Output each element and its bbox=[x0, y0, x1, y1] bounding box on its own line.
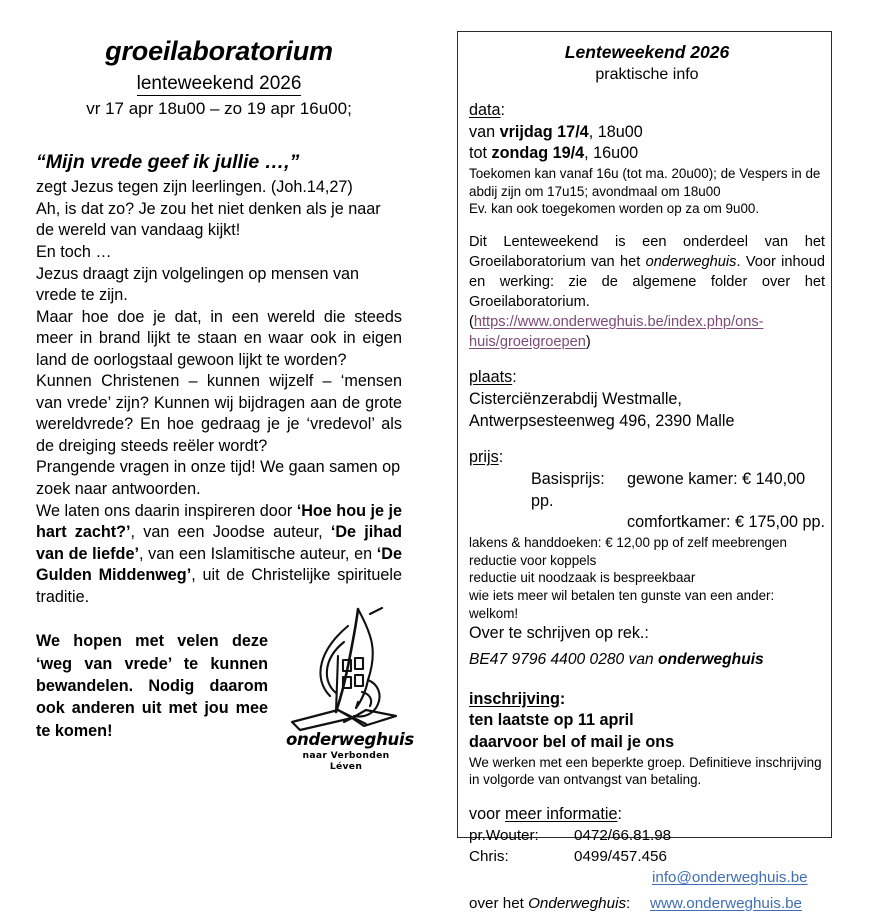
section-heading-inschrijving-colon: : bbox=[559, 689, 566, 708]
section-heading-inschrijving bbox=[469, 689, 825, 711]
website-label-pre: over het bbox=[469, 894, 529, 912]
inspiration-paragraph bbox=[36, 501, 402, 609]
contact-name-chris: Chris: bbox=[469, 847, 509, 865]
practical-info-panel bbox=[457, 31, 832, 912]
registration-contact-note bbox=[469, 732, 825, 754]
logo-tagline: naar Verbonden Léven bbox=[302, 750, 390, 772]
website-label-italic: Onderweghuis bbox=[528, 894, 627, 912]
data-note-2: Ev. kan ook toegekomen worden op za om 9u00. bbox=[469, 201, 760, 217]
contact-phone-chris: 0499/457.456 bbox=[574, 847, 667, 865]
section-heading-info bbox=[469, 804, 825, 826]
intro-paragraph bbox=[469, 233, 825, 312]
price-note-hardship: reductie uit noodzaak is bespreekbaar bbox=[469, 570, 696, 586]
website-label bbox=[469, 893, 650, 914]
closing-invitation: We hopen met velen deze ‘weg van vrede’ te kunnen bewandelen. Nodig daarom ook anderen uit met jou mee te komen! bbox=[36, 632, 268, 740]
page-subtitle-text: lenteweekend 2026 bbox=[136, 73, 302, 95]
body-paragraph-5: Kunnen Christenen – kunnen wijzelf – ‘mensen van vrede’ zijn? Kunnen wij bijdragen aan de grote wereldvrede? En hoe gedraag je je ‘vredevol’ als de dreiging steeds reëler wordt? bbox=[36, 372, 402, 455]
venue-address: Antwerpsesteenweg 496, 2390 Malle bbox=[469, 411, 735, 430]
section-heading-data bbox=[469, 100, 825, 122]
body-paragraph-2: En toch … bbox=[36, 242, 112, 261]
section-heading-prijs-text: prijs bbox=[469, 448, 499, 467]
body-paragraph-1: Ah, is dat zo? Je zou het niet denken als je naar de wereld van vandaag kijkt! bbox=[36, 199, 381, 240]
data-start-pre: van bbox=[469, 122, 500, 141]
data-note-1: Toekomen kan vanaf 16u (tot ma. 20u00); de Vespers in de abdij zijn om 17u15; avondmaal om 18u00 bbox=[469, 165, 821, 199]
email-link[interactable]: info@onderweghuis.be bbox=[652, 869, 808, 887]
body-paragraph-4: Maar hoe doe je dat, in een wereld die steeds meer in brand lijkt te staan en waar ook in eigen land de oorlogstaal gewoon lijkt te worden? bbox=[36, 307, 402, 369]
registration-deadline bbox=[469, 710, 825, 732]
page-subtitle bbox=[36, 73, 402, 96]
contact-name-wouter: pr.Wouter: bbox=[469, 827, 539, 845]
section-heading-prijs-colon: : bbox=[498, 448, 504, 467]
intro-part-2: . Voor inhoud en werking: zie de algemene folder over het Groeilaboratorium. bbox=[469, 254, 825, 310]
registration-note: We werken met een beperkte groep. Definitieve inschrijving in volgorde van ontvangst van betaling. bbox=[469, 754, 822, 788]
price-base-label: Basisprijs: bbox=[531, 470, 605, 489]
price-standard-room: gewone kamer: € 140,00 pp. bbox=[531, 470, 806, 510]
url-open-paren: ( bbox=[469, 313, 474, 330]
quote-attribution: zegt Jezus tegen zijn leerlingen. (Joh.14,27) bbox=[36, 178, 353, 197]
panel-subtitle: praktische info bbox=[595, 65, 699, 83]
logo-mark-icon bbox=[286, 604, 406, 732]
website-link[interactable]: www.onderweghuis.be bbox=[650, 894, 802, 912]
onderweghuis-logo bbox=[286, 604, 414, 774]
iban-number: BE47 9796 4400 0280 van bbox=[469, 650, 659, 668]
book-title-3: ‘De Gulden Middenweg’ bbox=[36, 544, 402, 585]
groeigroepen-link[interactable]: https://www.onderweghuis.be/index.php/ons-huis/groeigroepen bbox=[469, 313, 764, 350]
registration-deadline-text: ten laatste op 11 april bbox=[469, 711, 634, 730]
contact-row-wouter bbox=[469, 826, 825, 847]
venue-name: Cisterciënzerabdij Westmalle, bbox=[469, 390, 682, 409]
price-note-linen: lakens & handdoeken: € 12,00 pp of zelf meebrengen bbox=[469, 534, 787, 550]
panel-title: Lenteweekend 2026 bbox=[564, 42, 730, 62]
logo-wordmark: onderweghuis bbox=[286, 730, 414, 749]
data-end-date: zondag 19/4 bbox=[491, 144, 585, 163]
data-start-date: vrijdag 17/4 bbox=[499, 122, 589, 141]
section-heading-data-text: data bbox=[469, 100, 501, 119]
inspiration-mid-2: , van een Islamitische auteur, en bbox=[138, 544, 377, 563]
website-label-colon: : bbox=[626, 894, 631, 912]
practical-info-content bbox=[469, 42, 825, 914]
contact-phone-wouter: 0472/66.81.98 bbox=[574, 827, 672, 845]
inspiration-mid-1: , van een Joodse auteur, bbox=[130, 523, 331, 542]
section-heading-data-colon: : bbox=[500, 100, 506, 119]
body-paragraph-6: Prangende vragen in onze tijd! We gaan samen op zoek naar antwoorden. bbox=[36, 458, 401, 498]
price-row-comfort bbox=[469, 512, 825, 534]
body-paragraph-3: Jezus draagt zijn volgelingen op mensen van vrede te zijn. bbox=[36, 264, 360, 305]
website-row bbox=[469, 893, 825, 914]
data-end-line bbox=[469, 143, 825, 165]
section-heading-inschrijving-text: inschrijving bbox=[469, 689, 560, 708]
book-title-1: ‘Hoe hou je je hart zacht?’ bbox=[36, 501, 402, 542]
contact-row-chris bbox=[469, 847, 825, 868]
event-dates: vr 17 apr 18u00 – zo 19 apr 16u00; bbox=[86, 98, 352, 118]
section-heading-prijs bbox=[469, 447, 825, 469]
inspiration-lead: We laten ons daarin inspireren door bbox=[36, 501, 297, 520]
inspiration-tail: , uit de Christelijke spirituele traditie. bbox=[36, 566, 402, 606]
intro-italic-name: onderweghuis bbox=[645, 254, 737, 271]
registration-contact-text: daarvoor bel of mail je ons bbox=[469, 732, 675, 751]
price-note-couples: reductie voor koppels bbox=[469, 552, 597, 568]
price-comfort-room: comfortkamer: € 175,00 pp. bbox=[627, 513, 825, 532]
info-heading-underlined: meer informatie bbox=[505, 805, 618, 824]
info-heading-colon: : bbox=[617, 805, 622, 824]
price-note-solidarity: wie iets meer wil betalen ten gunste van een ander: welkom! bbox=[469, 588, 775, 622]
book-title-2: ‘De jihad van de liefde’ bbox=[36, 523, 403, 563]
scripture-quote: “Mijn vrede geef ik jullie …,” bbox=[36, 150, 300, 173]
info-heading-pre: voor bbox=[469, 805, 505, 824]
iban-line bbox=[469, 649, 825, 670]
intro-url-line bbox=[469, 313, 825, 353]
url-close-paren: ) bbox=[585, 333, 591, 350]
data-start-time: , 18u00 bbox=[588, 122, 643, 141]
email-row bbox=[469, 867, 825, 888]
data-end-time: , 16u00 bbox=[584, 144, 639, 163]
price-row-standard bbox=[469, 469, 825, 512]
data-start-line bbox=[469, 122, 825, 144]
iban-account-holder: onderweghuis bbox=[658, 650, 764, 668]
section-heading-plaats-colon: : bbox=[512, 368, 517, 387]
page-title: groeilaboratorium bbox=[105, 36, 333, 66]
section-heading-plaats bbox=[469, 367, 825, 389]
transfer-label: Over te schrijven op rek.: bbox=[469, 623, 649, 642]
intro-part-1: Dit Lenteweekend is een onderdeel van het Groeilaboratorium van het bbox=[469, 234, 825, 271]
data-end-pre: tot bbox=[469, 144, 492, 163]
section-heading-plaats-text: plaats bbox=[469, 368, 513, 387]
